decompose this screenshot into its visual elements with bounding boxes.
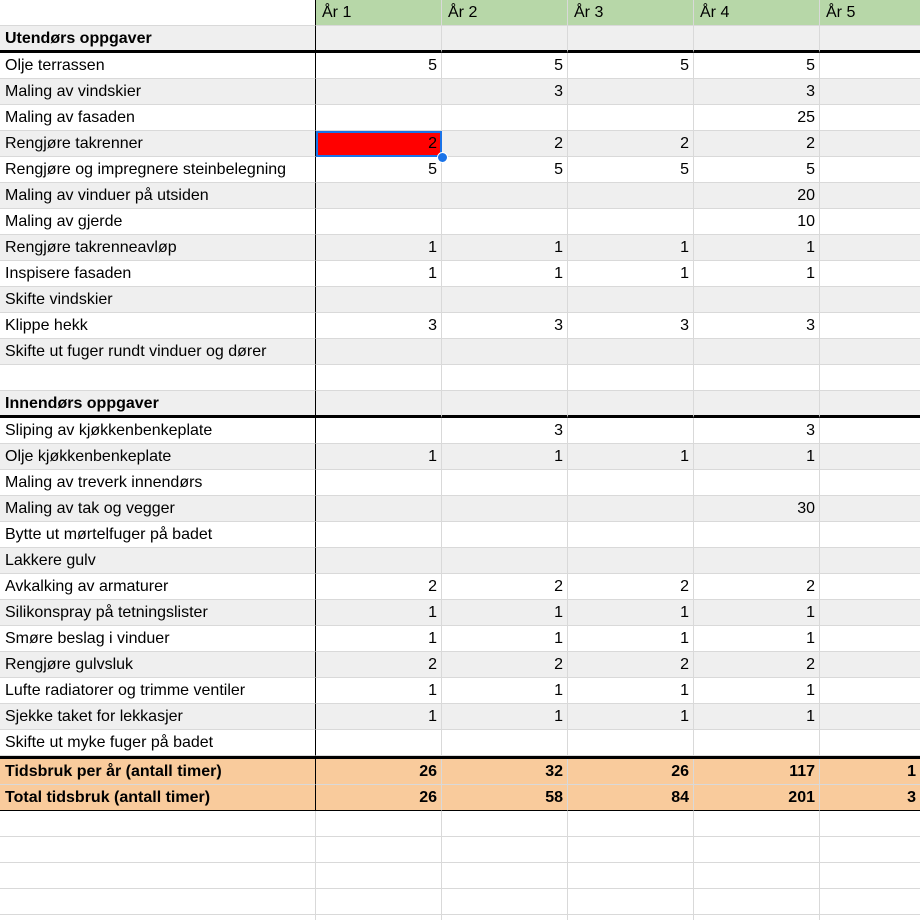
empty-cell[interactable]	[820, 915, 920, 920]
value-cell[interactable]: 1	[694, 235, 820, 261]
value-cell[interactable]: 1	[316, 600, 442, 626]
empty-cell[interactable]	[0, 915, 316, 920]
value-cell[interactable]	[694, 522, 820, 548]
task-label-cell[interactable]: Lakkere gulv	[0, 548, 316, 574]
value-cell[interactable]	[442, 339, 568, 365]
value-cell[interactable]: 1	[694, 444, 820, 470]
value-cell[interactable]	[316, 730, 442, 756]
value-cell[interactable]	[820, 418, 920, 444]
value-cell[interactable]	[820, 574, 920, 600]
task-label-cell[interactable]: Bytte ut mørtelfuger på badet	[0, 522, 316, 548]
value-cell[interactable]: 1	[316, 261, 442, 287]
value-cell[interactable]: 30	[694, 496, 820, 522]
value-cell[interactable]	[568, 209, 694, 235]
table-row	[0, 105, 920, 131]
empty-cell[interactable]	[316, 915, 442, 920]
empty-row	[0, 889, 920, 915]
value-cell[interactable]	[694, 365, 820, 391]
value-cell[interactable]: 1	[694, 261, 820, 287]
empty-cell[interactable]	[442, 837, 568, 863]
value-cell[interactable]: 1	[568, 235, 694, 261]
summary-value-cell[interactable]: 3	[820, 785, 920, 811]
value-cell[interactable]	[442, 496, 568, 522]
empty-cell[interactable]	[568, 915, 694, 920]
value-cell[interactable]	[442, 183, 568, 209]
empty-cell[interactable]	[442, 915, 568, 920]
value-cell[interactable]	[568, 730, 694, 756]
value-cell[interactable]	[442, 287, 568, 313]
empty-cell[interactable]	[568, 837, 694, 863]
task-label-cell[interactable]: Sliping av kjøkkenbenkeplate	[0, 418, 316, 444]
value-cell[interactable]: 1	[442, 235, 568, 261]
value-cell[interactable]	[316, 391, 442, 418]
value-cell[interactable]: 1	[568, 600, 694, 626]
value-cell[interactable]	[442, 730, 568, 756]
column-header-2[interactable]: År 2	[442, 0, 568, 26]
table-row	[0, 600, 920, 626]
summary-row	[0, 756, 920, 785]
value-cell[interactable]	[820, 730, 920, 756]
value-cell[interactable]	[568, 79, 694, 105]
value-cell[interactable]	[694, 470, 820, 496]
value-cell[interactable]: 1	[694, 704, 820, 730]
value-cell[interactable]: 5	[694, 53, 820, 79]
empty-row	[0, 915, 920, 920]
value-cell[interactable]	[820, 444, 920, 470]
value-cell[interactable]: 2	[442, 652, 568, 678]
value-cell[interactable]: 1	[694, 600, 820, 626]
column-header-row	[0, 0, 920, 26]
empty-row	[0, 811, 920, 837]
value-cell[interactable]: 1	[316, 704, 442, 730]
value-cell[interactable]	[316, 522, 442, 548]
value-cell[interactable]: 5	[694, 157, 820, 183]
value-cell[interactable]: 2	[568, 652, 694, 678]
summary-value-cell[interactable]: 26	[316, 759, 442, 785]
value-cell[interactable]	[316, 365, 442, 391]
value-cell[interactable]: 3	[442, 313, 568, 339]
task-label-cell[interactable]: Maling av vinduer på utsiden	[0, 183, 316, 209]
task-label-cell[interactable]: Inspisere fasaden	[0, 261, 316, 287]
value-cell[interactable]: 1	[568, 704, 694, 730]
empty-cell[interactable]	[568, 889, 694, 915]
summary-value-cell[interactable]: 58	[442, 785, 568, 811]
table-row	[0, 652, 920, 678]
summary-value-cell[interactable]: 201	[694, 785, 820, 811]
value-cell[interactable]	[820, 339, 920, 365]
summary-value-cell[interactable]: 26	[316, 785, 442, 811]
value-cell[interactable]	[820, 496, 920, 522]
value-cell[interactable]: 5	[316, 157, 442, 183]
table-row	[0, 183, 920, 209]
table-row	[0, 287, 920, 313]
value-cell[interactable]	[316, 287, 442, 313]
value-cell[interactable]: 3	[694, 313, 820, 339]
value-cell[interactable]	[820, 53, 920, 79]
value-cell[interactable]: 1	[316, 678, 442, 704]
value-cell[interactable]	[820, 652, 920, 678]
table-row	[0, 209, 920, 235]
empty-cell[interactable]	[694, 889, 820, 915]
value-cell[interactable]	[568, 26, 694, 53]
table-row	[0, 522, 920, 548]
value-cell[interactable]: 1	[442, 678, 568, 704]
value-cell[interactable]: 2	[694, 652, 820, 678]
value-cell[interactable]	[820, 183, 920, 209]
value-cell[interactable]	[442, 391, 568, 418]
value-cell[interactable]	[442, 548, 568, 574]
empty-cell[interactable]	[568, 863, 694, 889]
task-label-cell[interactable]: Skifte vindskier	[0, 287, 316, 313]
value-cell[interactable]	[316, 209, 442, 235]
empty-cell[interactable]	[694, 863, 820, 889]
value-cell[interactable]	[568, 470, 694, 496]
value-cell[interactable]: 2	[316, 652, 442, 678]
task-label-cell[interactable]: Skifte ut fuger rundt vinduer og dører	[0, 339, 316, 365]
value-cell[interactable]	[820, 287, 920, 313]
table-row	[0, 313, 920, 339]
value-cell[interactable]: 1	[694, 678, 820, 704]
value-cell[interactable]: 1	[694, 626, 820, 652]
task-label-cell[interactable]: Rengjøre og impregnere steinbelegning	[0, 157, 316, 183]
task-label-cell[interactable]: Maling av vindskier	[0, 79, 316, 105]
value-cell[interactable]	[316, 418, 442, 444]
value-cell[interactable]: 2	[316, 574, 442, 600]
value-cell[interactable]: 3	[442, 79, 568, 105]
empty-row	[0, 837, 920, 863]
section-header-row	[0, 391, 920, 418]
value-cell[interactable]	[694, 391, 820, 418]
table-row	[0, 574, 920, 600]
table-row	[0, 704, 920, 730]
value-cell[interactable]: 2	[694, 574, 820, 600]
value-cell[interactable]	[820, 365, 920, 391]
task-label-cell[interactable]: Maling av gjerde	[0, 209, 316, 235]
table-row	[0, 235, 920, 261]
value-cell[interactable]	[316, 79, 442, 105]
empty-cell[interactable]	[0, 837, 316, 863]
value-cell[interactable]	[316, 548, 442, 574]
summary-row	[0, 785, 920, 811]
value-cell[interactable]	[820, 105, 920, 131]
value-cell[interactable]	[568, 391, 694, 418]
value-cell[interactable]	[820, 235, 920, 261]
corner-header-cell[interactable]	[0, 0, 316, 26]
value-cell[interactable]	[820, 704, 920, 730]
value-cell[interactable]	[694, 730, 820, 756]
value-cell[interactable]	[316, 105, 442, 131]
value-cell[interactable]	[820, 131, 920, 157]
value-cell[interactable]	[820, 678, 920, 704]
task-label-cell[interactable]: Maling av treverk innendørs	[0, 470, 316, 496]
table-row	[0, 470, 920, 496]
value-cell[interactable]: 1	[442, 626, 568, 652]
value-cell[interactable]: 1	[442, 261, 568, 287]
task-label-cell[interactable]: Silikonspray på tetningslister	[0, 600, 316, 626]
value-cell[interactable]	[694, 287, 820, 313]
task-label-cell[interactable]: Avkalking av armaturer	[0, 574, 316, 600]
value-cell[interactable]: 5	[568, 157, 694, 183]
value-cell[interactable]	[568, 287, 694, 313]
task-label-cell[interactable]: Rengjøre takrenneavløp	[0, 235, 316, 261]
value-cell[interactable]	[568, 522, 694, 548]
empty-cell[interactable]	[316, 863, 442, 889]
value-cell[interactable]	[442, 26, 568, 53]
value-cell[interactable]	[442, 470, 568, 496]
value-cell[interactable]: 5	[442, 157, 568, 183]
value-cell[interactable]: 3	[442, 418, 568, 444]
table-row	[0, 339, 920, 365]
empty-cell[interactable]	[820, 837, 920, 863]
table-row	[0, 444, 920, 470]
value-cell[interactable]: 5	[568, 53, 694, 79]
value-cell[interactable]	[442, 105, 568, 131]
column-header-1[interactable]: År 1	[316, 0, 442, 26]
empty-cell[interactable]	[0, 863, 316, 889]
table-row	[0, 678, 920, 704]
fill-handle[interactable]	[437, 152, 448, 163]
empty-cell[interactable]	[0, 811, 316, 837]
table-row	[0, 496, 920, 522]
empty-cell[interactable]	[316, 811, 442, 837]
summary-value-cell[interactable]: 32	[442, 759, 568, 785]
table-row	[0, 79, 920, 105]
value-cell[interactable]	[568, 105, 694, 131]
summary-value-cell[interactable]: 26	[568, 759, 694, 785]
section-label-cell[interactable]: Innendørs oppgaver	[0, 391, 316, 418]
task-label-cell[interactable]: Rengjøre takrenner	[0, 131, 316, 157]
value-cell[interactable]: 1	[442, 444, 568, 470]
value-cell[interactable]: 1	[442, 704, 568, 730]
empty-cell[interactable]	[442, 889, 568, 915]
table-row	[0, 261, 920, 287]
value-cell[interactable]: 3	[316, 313, 442, 339]
value-cell[interactable]	[820, 600, 920, 626]
column-header-5[interactable]: År 5	[820, 0, 920, 26]
empty-cell[interactable]	[442, 811, 568, 837]
value-cell[interactable]	[316, 183, 442, 209]
section-header-row	[0, 26, 920, 53]
empty-cell[interactable]	[694, 837, 820, 863]
value-cell[interactable]: 1	[316, 444, 442, 470]
value-cell[interactable]	[568, 339, 694, 365]
value-cell[interactable]: 10	[694, 209, 820, 235]
table-row	[0, 131, 920, 157]
task-label-cell[interactable]: Smøre beslag i vinduer	[0, 626, 316, 652]
value-cell[interactable]	[820, 209, 920, 235]
empty-cell[interactable]	[316, 889, 442, 915]
empty-cell[interactable]	[568, 811, 694, 837]
empty-cell[interactable]	[0, 889, 316, 915]
summary-label-cell[interactable]: Tidsbruk per år (antall timer)	[0, 759, 316, 785]
value-cell[interactable]	[820, 470, 920, 496]
task-label-cell[interactable]	[0, 365, 316, 391]
summary-value-cell[interactable]: 117	[694, 759, 820, 785]
value-cell[interactable]: 1	[568, 678, 694, 704]
value-cell[interactable]: 25	[694, 105, 820, 131]
table-row	[0, 626, 920, 652]
summary-label-cell[interactable]: Total tidsbruk (antall timer)	[0, 785, 316, 811]
value-cell[interactable]	[820, 391, 920, 418]
value-cell[interactable]: 3	[694, 79, 820, 105]
value-cell[interactable]: 5	[316, 53, 442, 79]
value-cell[interactable]: 3	[694, 418, 820, 444]
value-cell[interactable]	[820, 313, 920, 339]
value-cell[interactable]	[820, 261, 920, 287]
summary-value-cell[interactable]: 84	[568, 785, 694, 811]
value-cell[interactable]	[694, 339, 820, 365]
value-cell[interactable]	[442, 522, 568, 548]
value-cell[interactable]	[568, 183, 694, 209]
task-label-cell[interactable]: Maling av fasaden	[0, 105, 316, 131]
empty-row	[0, 863, 920, 889]
column-header-3[interactable]: År 3	[568, 0, 694, 26]
table-row	[0, 157, 920, 183]
value-cell[interactable]: 2	[694, 131, 820, 157]
value-cell[interactable]	[442, 209, 568, 235]
empty-cell[interactable]	[820, 863, 920, 889]
value-cell[interactable]: 1	[316, 626, 442, 652]
value-cell[interactable]	[568, 548, 694, 574]
empty-cell[interactable]	[820, 889, 920, 915]
value-cell[interactable]: 1	[442, 600, 568, 626]
table-row	[0, 548, 920, 574]
value-cell[interactable]	[568, 418, 694, 444]
value-cell[interactable]	[316, 339, 442, 365]
value-cell[interactable]: 2	[568, 131, 694, 157]
value-cell[interactable]	[568, 365, 694, 391]
summary-value-cell[interactable]: 1	[820, 759, 920, 785]
value-cell[interactable]	[820, 26, 920, 53]
task-label-cell[interactable]: Klippe hekk	[0, 313, 316, 339]
value-cell[interactable]: 1	[568, 444, 694, 470]
table-row	[0, 365, 920, 391]
value-cell[interactable]	[442, 365, 568, 391]
value-cell[interactable]	[316, 26, 442, 53]
table-row	[0, 418, 920, 444]
table-row	[0, 730, 920, 756]
value-cell[interactable]	[820, 522, 920, 548]
task-label-cell[interactable]: Rengjøre gulvsluk	[0, 652, 316, 678]
empty-cell[interactable]	[820, 811, 920, 837]
value-cell[interactable]	[316, 470, 442, 496]
task-label-cell[interactable]: Olje terrassen	[0, 53, 316, 79]
value-cell[interactable]: 20	[694, 183, 820, 209]
task-label-cell[interactable]: Lufte radiatorer og trimme ventiler	[0, 678, 316, 704]
value-cell[interactable]	[316, 496, 442, 522]
selected-cell[interactable]: 2	[316, 131, 442, 157]
value-cell[interactable]	[694, 26, 820, 53]
empty-cell[interactable]	[442, 863, 568, 889]
column-header-4[interactable]: År 4	[694, 0, 820, 26]
task-label-cell[interactable]: Skifte ut myke fuger på badet	[0, 730, 316, 756]
value-cell[interactable]	[568, 496, 694, 522]
value-cell[interactable]: 1	[568, 626, 694, 652]
empty-cell[interactable]	[694, 915, 820, 920]
value-cell[interactable]: 5	[442, 53, 568, 79]
value-cell[interactable]	[694, 548, 820, 574]
task-label-cell[interactable]: Maling av tak og vegger	[0, 496, 316, 522]
task-label-cell[interactable]: Sjekke taket for lekkasjer	[0, 704, 316, 730]
value-cell[interactable]	[820, 548, 920, 574]
empty-cell[interactable]	[316, 837, 442, 863]
value-cell[interactable]: 2	[442, 131, 568, 157]
empty-cell[interactable]	[694, 811, 820, 837]
value-cell[interactable]	[820, 79, 920, 105]
table-row	[0, 53, 920, 79]
section-label-cell[interactable]: Utendørs oppgaver	[0, 26, 316, 53]
value-cell[interactable]	[820, 626, 920, 652]
value-cell[interactable]: 1	[316, 235, 442, 261]
value-cell[interactable]: 2	[568, 574, 694, 600]
task-label-cell[interactable]: Olje kjøkkenbenkeplate	[0, 444, 316, 470]
value-cell[interactable]: 3	[568, 313, 694, 339]
value-cell[interactable]: 1	[568, 261, 694, 287]
value-cell[interactable]	[820, 157, 920, 183]
value-cell[interactable]: 2	[442, 574, 568, 600]
